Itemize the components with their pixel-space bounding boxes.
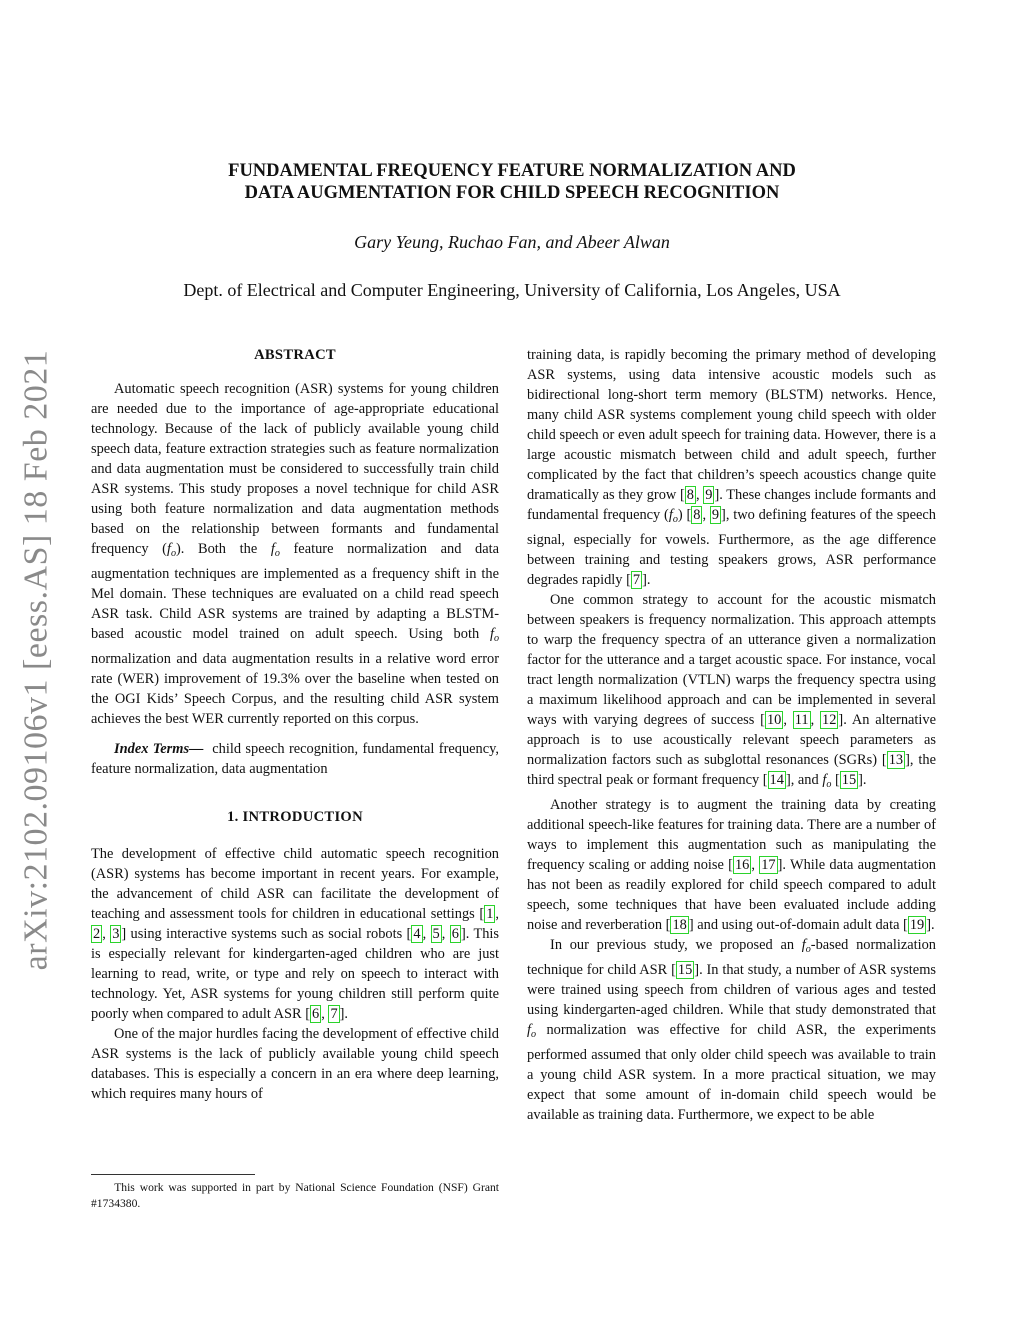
intro-paragraph-1: The development of effective child automatic speech recognition (ASR) systems has become important in recent years. For example, the advancement of child ASR can facilitate the development of teaching and assessment tools for children in educational settings [ 1 , 2 , 3 ] using interactive systems such as social robots [ 4 , 5 , 6 ]. This is especially relevant for kindergarten-aged children who are just learning to read, write, or type and rely on speech to interact with technology. Yet, ASR systems for young children still perform quite poorly when compared to adult ASR [ 6 , 7 ]. [91, 846, 500, 1022]
intro-paragraph-4: Another strategy is to augment the training data by creating additional speech-like features for training data. There are a number of ways to implement this augmentation such as manipulating the frequency scaling or adding noise [ 16 , 17 ]. While data augmentation has not been as readily explored for child speech compared to adult speech, some techniques that have been evaluated include adding noise and reverberation [ 18 ] and using out-of-domain adult data [ 19 ]. [527, 797, 936, 933]
intro-paragraph-2-continued: training data, is rapidly becoming the primary method of developing ASR systems, using data intensive acoustic models such as bidirectional long-short term memory (BLSTM) networks. Hence, many child ASR systems complement young child speech with older child speech or even adult speech for training data. However, there is a large acoustic mismatch between child and adult speech, further complicated by the fact that children’s speech acoustics change quite dramatically as they grow [ 8 , 9 ]. These changes include formants and fundamental frequency $(f_o)$ [ 8 , 9 ], two defining features of the speech signal, especially for vowels. Furthermore, as the age difference between training and testing speakers grows, ASR performance degrades rapidly [ 7 ]. [527, 347, 936, 588]
title-line-1: FUNDAMENTAL FREQUENCY FEATURE NORMALIZATION AND [228, 161, 796, 181]
intro-paragraph-5: In our previous study, we proposed an $f_o$-based normalization technique for child ASR [ 15 ]. In that study, a number of ASR systems were trained using speech from children of various ages and tested using kindergarten-aged children. While that study demonstrated that $f_o$ normalization was effective for child ASR, the experiments performed assumed that only older child speech was available to train a young child ASR system. In a more practical situation, we may expect that some amount of in-domain child speech would be available as training data. Furthermore, we expect to be able [527, 937, 936, 1123]
authors: Gary Yeung, Ruchao Fan, and Abeer Alwan [354, 232, 670, 252]
abstract-heading: ABSTRACT [254, 347, 336, 363]
abstract-text: Automatic speech recognition (ASR) systems for young children are needed due to the importance of age-appropriate educational technology. Because of the lack of publicly available young child speech data, feature extraction strategies such as feature normalization and data augmentation must be considered to successfully train child ASR systems. This study proposes a novel technique for child ASR using both feature normalization and data augmentation methods based on the relationship between formants and fundamental frequency $(f_o)$. Both the $f_o$ feature normalization and data augmentation techniques are implemented as a frequency shift in the Mel domain. These techniques are evaluated on a child read speech ASR task. Child ASR systems are trained by adapting a BLSTM-based acoustic model trained on adult speech. Using both $f_o$ normalization and data augmentation results in a relative word error rate (WER) improvement of 19.3% over the baseline when tested on the OGI Kids’ Speech Corpus, and the resulting child ASR system achieves the best WER currently reported on this corpus. [91, 381, 499, 727]
introduction-heading: 1. INTRODUCTION [227, 809, 363, 825]
footnote: This work was supported in part by National Science Foundation (NSF) Grant #1734380. [91, 1181, 499, 1210]
index-terms [91, 739, 499, 779]
paper-title [0, 160, 1024, 204]
left-column [91, 345, 499, 1104]
right-column [527, 345, 936, 1125]
title-line-2: DATA AUGMENTATION FOR CHILD SPEECH RECOGNITION [244, 183, 780, 203]
index-terms-label: Index Terms— [114, 741, 204, 757]
intro-paragraph-2: One of the major hurdles facing the development of effective child ASR systems is the lack of publicly available young child speech databases. This is especially a concern in an era where deep learning, which requires many hours of [91, 1026, 499, 1102]
arxiv-identifier: arXiv:2102.09106v1 [eess.AS] 18 Feb 2021 [17, 349, 54, 971]
footnote-divider [91, 1174, 255, 1175]
affiliation: Dept. of Electrical and Computer Engineering, University of California, Los Angeles, USA [183, 280, 841, 300]
intro-paragraph-3: One common strategy to account for the acoustic mismatch between speakers is frequency normalization. This approach attempts to warp the frequency spectra of an utterance given a normalization factor for the utterance and a target acoustic space. For instance, vocal tract length normalization (VTLN) warps the frequency spectra using a maximum likelihood approach and can be implemented in several ways with varying degrees of success [ 10 , 11 , 12 ]. An alternative approach is to use acoustically relevant speech parameters as normalization factors such as subglottal resonances (SGRs) [ 13 ], the third spectral peak or formant frequency [ 14 ], and $f_o$ [ 15 ]. [527, 592, 936, 790]
index-terms-text: child speech recognition, fundamental frequency, feature normalization, data augmentation [91, 741, 499, 777]
